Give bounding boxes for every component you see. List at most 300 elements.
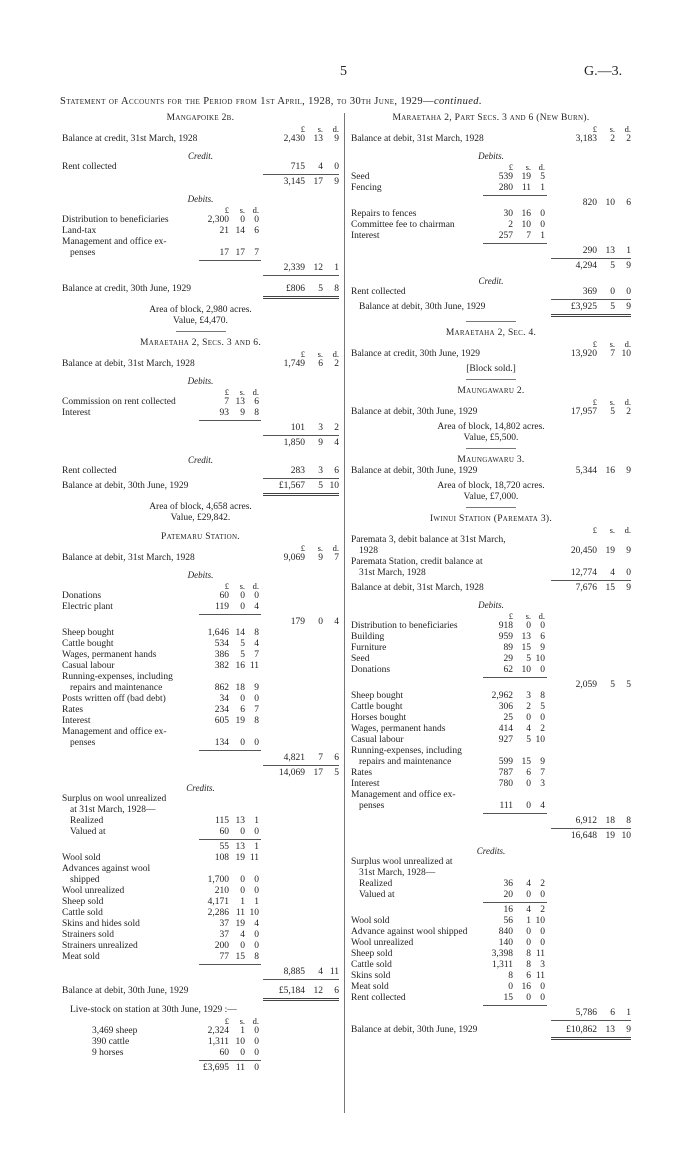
debit-item-shillings: 19 — [521, 172, 531, 182]
right-column — [351, 113, 631, 1040]
debit-item — [351, 724, 631, 735]
subtotal — [62, 438, 339, 449]
rent-collected-pence: 6 — [334, 466, 339, 476]
debit-item-shillings: 5 — [526, 735, 531, 745]
credit-item-label: Cattle sold — [62, 908, 103, 918]
currency-header: s. — [317, 124, 323, 134]
debit-item — [62, 639, 339, 650]
credits-heading: Credits. — [186, 783, 215, 793]
rent-collected-shillings: 0 — [610, 287, 615, 297]
closing-balance-pounds: £806 — [286, 284, 305, 294]
credit-item-pounds: 840 — [498, 927, 513, 937]
credit-item-shillings: 1 — [526, 916, 531, 926]
credit-item-label: Advance against wool shipped — [351, 927, 468, 937]
opening-balance-shillings: 15 — [605, 583, 615, 593]
section-maraetaha-2-sec-4 — [351, 328, 631, 375]
debit-item-pounds: 25 — [503, 713, 513, 723]
livestock-item-pounds: 60 — [219, 1048, 229, 1058]
surplus-item-pence: 0 — [254, 827, 259, 837]
debit-item-shillings: 14 — [235, 226, 245, 236]
debit-item-pence: 7 — [254, 705, 259, 715]
total-rule — [263, 478, 339, 479]
balance-shillings: 5 — [610, 407, 615, 417]
credit-item-label: Wool sold — [62, 853, 101, 863]
debits-total-pence: 6 — [334, 753, 339, 763]
currency-header: d. — [252, 387, 259, 397]
credit-item-shillings: 0 — [240, 941, 245, 951]
debit-item-pence: 4 — [254, 639, 259, 649]
livestock-item-pence: 0 — [254, 1048, 259, 1058]
debit-item-pounds: 30 — [503, 209, 513, 219]
subtotal-pounds: 4,294 — [575, 261, 597, 271]
closing-balance — [62, 986, 339, 997]
debit-item-label: repairs and maintenance — [359, 757, 452, 767]
debit-item-pounds: 2,300 — [207, 215, 229, 225]
lsd-header — [62, 1016, 339, 1026]
credit-item-shillings: 19 — [235, 919, 245, 929]
opening-balance-pence: 9 — [334, 134, 339, 144]
debit-item-label: Building — [351, 632, 385, 642]
debit-item-shillings: 5 — [526, 654, 531, 664]
credits-total-shillings: 6 — [610, 1008, 615, 1018]
total-rule — [551, 1020, 631, 1021]
balance-pounds: 5,344 — [575, 466, 597, 476]
credit-item-pounds: 56 — [503, 916, 513, 926]
total-rule — [483, 1005, 547, 1006]
debit-item-pounds: 2,962 — [491, 691, 513, 701]
currency-header: d. — [252, 581, 259, 591]
debit-item — [62, 672, 339, 683]
credit-item — [62, 897, 339, 908]
surplus-net — [62, 842, 339, 853]
lsd-header — [62, 124, 339, 134]
currency-header: d. — [538, 611, 545, 621]
debit-item-shillings: 19 — [235, 716, 245, 726]
surplus-label-label: 31st March, 1928— — [359, 868, 436, 878]
debits-total-pounds: 290 — [582, 246, 597, 256]
credits-heading: Credits. — [476, 846, 506, 856]
debit-item-pounds: 382 — [214, 661, 229, 671]
surplus-item-label: Realized — [359, 879, 393, 889]
rent-collected-pounds: 369 — [582, 287, 597, 297]
subtotal-pence: 5 — [334, 768, 339, 778]
debit-item-shillings: 15 — [521, 643, 531, 653]
currency-header: d. — [624, 525, 631, 535]
debit-item-shillings: 6 — [240, 705, 245, 715]
opening-balance — [62, 359, 339, 370]
debit-item-shillings: 3 — [526, 691, 531, 701]
section-patemaru-station — [62, 532, 339, 1074]
debit-item — [62, 628, 339, 639]
surplus-label-label: Surplus on wool unrealized — [62, 794, 167, 804]
paremata-debit-shillings: 19 — [605, 546, 615, 556]
subtotal-pence: 10 — [621, 831, 631, 841]
debit-item — [62, 683, 339, 694]
surplus-item-shillings: 4 — [526, 879, 531, 889]
total-rule — [483, 677, 547, 678]
rent-collected-pence: 0 — [626, 287, 631, 297]
credit-item — [351, 949, 631, 960]
currency-header: d. — [252, 1016, 259, 1026]
debit-item-pence: 8 — [540, 691, 545, 701]
surplus-item-label: Valued at — [70, 827, 106, 837]
debit-item-label: Distribution to beneficiaries — [351, 621, 458, 631]
section-title: Patemaru Station. — [161, 532, 240, 542]
debit-item-pounds: 29 — [503, 654, 513, 664]
debit-item-pounds: 17 — [219, 248, 229, 258]
credit-item-pence: 11 — [535, 971, 545, 981]
debit-item — [351, 713, 631, 724]
credit-item-shillings: 0 — [526, 927, 531, 937]
debit-item-label: Running-expenses, including — [351, 746, 462, 756]
paremata-credit-label: 31st March, 1928 — [359, 568, 426, 578]
currency-header: £ — [300, 124, 305, 134]
credit-item-shillings: 4 — [240, 930, 245, 940]
debit-item-pence: 0 — [254, 591, 259, 601]
debit-item — [351, 665, 631, 676]
total-rule — [263, 296, 339, 299]
debit-item-label: Rates — [351, 768, 373, 778]
subtotal-pounds: 14,069 — [278, 768, 305, 778]
closing-balance — [62, 481, 339, 492]
subtotal-shillings: 17 — [313, 768, 323, 778]
debit-item — [62, 602, 339, 613]
debits-total-pounds: 6,912 — [575, 816, 597, 826]
credit-item-shillings: 1 — [240, 897, 245, 907]
currency-header: s. — [317, 349, 323, 359]
debit-item — [351, 746, 631, 757]
debit-item-label: Interest — [351, 231, 380, 241]
total-rule — [551, 1037, 631, 1040]
credit-item-pounds: 210 — [214, 886, 229, 896]
debit-item-pence: 8 — [254, 716, 259, 726]
debit-item — [351, 735, 631, 746]
debit-item-label: Interest — [62, 408, 91, 418]
debits-subtotal-shillings: 10 — [605, 198, 615, 208]
credits-total-pence: 11 — [329, 967, 339, 977]
debits-total — [351, 816, 631, 827]
debit-item-shillings: 13 — [235, 397, 245, 407]
debit-item-pence: 3 — [540, 779, 545, 789]
livestock-total — [62, 1063, 339, 1074]
debit-item-pence: 8 — [254, 628, 259, 638]
opening-balance-shillings: 2 — [610, 134, 615, 144]
livestock-item-shillings: 1 — [240, 1026, 245, 1036]
closing-balance-label: Balance at credit, 30th June, 1929 — [62, 284, 192, 294]
credit-item-shillings: 11 — [235, 908, 245, 918]
debits-total-shillings: 18 — [605, 816, 615, 826]
opening-balance-pounds: 2,430 — [283, 134, 305, 144]
debit-item — [62, 408, 339, 419]
credit-item-label: Skins and hides sold — [62, 919, 140, 929]
rent-collected-pounds: 283 — [290, 466, 305, 476]
opening-balance-pence: 7 — [334, 553, 339, 563]
debit-item-label: Donations — [62, 591, 102, 601]
rent-collected-pence: 0 — [334, 162, 339, 172]
paremata-credit — [351, 568, 631, 579]
rule-row — [62, 492, 339, 496]
credit-item — [62, 864, 339, 875]
balance-pounds: 13,920 — [570, 349, 597, 359]
debit-item-pence: 0 — [254, 738, 259, 748]
credit-item-pence: 10 — [535, 916, 545, 926]
closing-balance-shillings: 12 — [313, 986, 323, 996]
credit-item — [351, 916, 631, 927]
value-note: Value, £29,842. — [170, 513, 231, 523]
opening-balance-label: Balance at debit, 31st March, 1928 — [351, 134, 484, 144]
value-note: Value, £7,000. — [463, 492, 519, 502]
section-title: Iwinui Station (Paremata 3). — [429, 514, 553, 524]
paremata-credit-shillings: 4 — [610, 568, 615, 578]
section-maungawaru-2 — [351, 386, 631, 444]
currency-header: d. — [624, 124, 631, 134]
debit-item-pounds: 1,646 — [207, 628, 229, 638]
debit-item-shillings: 0 — [240, 591, 245, 601]
currency-header: s. — [239, 205, 245, 215]
debit-item-pounds: 134 — [214, 738, 229, 748]
surplus-item-pence: 1 — [254, 816, 259, 826]
debit-item-label: Cattle bought — [62, 639, 114, 649]
debit-item — [62, 650, 339, 661]
debit-item-pounds: 257 — [498, 231, 513, 241]
debit-item — [62, 716, 339, 727]
total-rule — [199, 1060, 261, 1061]
debit-item-pounds: 414 — [498, 724, 513, 734]
livestock-item-label: 3,469 sheep — [92, 1026, 138, 1036]
credit-item-shillings: 8 — [526, 960, 531, 970]
debit-item-pence: 4 — [540, 801, 545, 811]
debit-item-pence: 2 — [540, 724, 545, 734]
debit-item-pence: 10 — [535, 735, 545, 745]
debits-subtotal-pence: 6 — [626, 198, 631, 208]
debit-item-pounds: 599 — [498, 757, 513, 767]
area-note: Area of block, 18,720 acres. — [437, 481, 545, 491]
credit-item — [351, 960, 631, 971]
debit-item-shillings: 14 — [235, 628, 245, 638]
lsd-header — [62, 581, 339, 591]
debit-item-pence: 6 — [254, 226, 259, 236]
debit-item — [62, 226, 339, 237]
opening-balance — [351, 583, 631, 594]
lsd-header — [351, 124, 631, 134]
currency-header: s. — [317, 543, 323, 553]
subtotal-shillings: 9 — [318, 438, 323, 448]
currency-header: s. — [239, 581, 245, 591]
opening-balance-pounds: 7,676 — [575, 583, 597, 593]
document-reference: G.—3. — [584, 64, 623, 79]
debit-item-shillings: 0 — [240, 694, 245, 704]
section-maraetaha-new-burn — [351, 113, 631, 317]
section-title: Maraetaha 2, Secs. 3 and 6. — [139, 338, 262, 348]
total-rule — [263, 174, 339, 175]
column-divider — [344, 113, 345, 1113]
livestock-item — [62, 1026, 339, 1037]
debit-item-pence: 7 — [540, 768, 545, 778]
debit-item-shillings: 15 — [521, 757, 531, 767]
credit-item-label: Advances against wool — [62, 864, 151, 874]
debit-item-pence: 6 — [540, 632, 545, 642]
rule-row — [351, 1036, 631, 1040]
credit-item — [62, 886, 339, 897]
credit-item-pence: 1 — [254, 897, 259, 907]
balance-label: Balance at credit, 30th June, 1929 — [351, 349, 481, 359]
debit-item — [62, 237, 339, 248]
paremata-debit-pounds: 20,450 — [570, 546, 597, 556]
debit-item-shillings: 6 — [526, 768, 531, 778]
credit-item-shillings: 6 — [526, 971, 531, 981]
debit-item-pounds: 34 — [219, 694, 229, 704]
closing-balance-pounds: £10,862 — [566, 1025, 597, 1035]
surplus-item — [351, 879, 631, 890]
livestock-item-pounds: 2,324 — [207, 1026, 229, 1036]
debit-item-label: Land-tax — [62, 226, 97, 236]
currency-header: £ — [592, 124, 597, 134]
total-rule — [551, 258, 631, 259]
credit-item-pence: 11 — [535, 949, 545, 959]
area-note: Area of block, 2,980 acres. — [149, 305, 252, 315]
surplus-item — [351, 890, 631, 901]
statement-title-text: Statement of Accounts for the Period from 1st April, 1928, to 30th June, 1929— — [60, 96, 434, 107]
surplus-item-shillings: 0 — [526, 890, 531, 900]
currency-header: d. — [332, 349, 339, 359]
balance — [351, 466, 631, 477]
total-rule — [199, 260, 261, 261]
lsd-header — [351, 525, 631, 535]
debit-item-label: Horses bought — [351, 713, 407, 723]
opening-balance-label: Balance at debit, 31st March, 1928 — [351, 583, 484, 593]
debit-item-pounds: 21 — [219, 226, 229, 236]
opening-balance-shillings: 9 — [318, 553, 323, 563]
credit-item-shillings: 15 — [235, 952, 245, 962]
debit-item-pounds: 93 — [219, 408, 229, 418]
opening-balance-label: Balance at debit, 31st March, 1928 — [62, 553, 195, 563]
total-rule — [263, 435, 339, 436]
debit-item-pounds: 386 — [214, 650, 229, 660]
currency-header: £ — [224, 1016, 229, 1026]
left-column — [62, 113, 339, 1074]
credit-item — [62, 952, 339, 963]
total-rule — [551, 828, 631, 829]
debit-item — [351, 790, 631, 801]
debit-item-label: Management and office ex- — [62, 727, 167, 737]
credits-total-pounds: 5,786 — [575, 1008, 597, 1018]
closing-balance-pence: 8 — [334, 284, 339, 294]
debit-item-label: Seed — [351, 172, 370, 182]
credits-total-pence: 1 — [626, 1008, 631, 1018]
debit-item — [62, 727, 339, 738]
paremata-debit-label — [351, 535, 631, 546]
opening-balance-pence: 9 — [626, 583, 631, 593]
currency-header: £ — [508, 162, 513, 172]
lsd-header — [62, 349, 339, 359]
section-mangapoike — [62, 113, 339, 327]
surplus-item-label: Realized — [70, 816, 104, 826]
livestock-total-pence: 0 — [254, 1063, 259, 1073]
subtotal-pounds: 1,850 — [283, 438, 305, 448]
credits-total-pounds: 8,885 — [283, 967, 305, 977]
livestock-item-shillings: 10 — [235, 1037, 245, 1047]
debit-item — [351, 779, 631, 790]
surplus-label — [62, 794, 339, 805]
debit-item-shillings: 0 — [240, 602, 245, 612]
debit-item-label: Fencing — [351, 183, 382, 193]
credit-item-label: Skins sold — [351, 971, 391, 981]
debit-item-pounds: 306 — [498, 702, 513, 712]
debits-total-shillings: 7 — [318, 753, 323, 763]
debit-item-shillings: 0 — [240, 738, 245, 748]
credit-item — [351, 993, 631, 1004]
value-note: Value, £4,470. — [173, 316, 228, 326]
debit-item-shillings: 17 — [235, 248, 245, 258]
rent-collected — [351, 287, 631, 298]
credit-item-label: Meat sold — [62, 952, 100, 962]
debit-item-label: Wages, permanent hands — [351, 724, 446, 734]
debit-item-label: Repairs to fences — [351, 209, 417, 219]
total-rule — [483, 813, 547, 814]
credit-item-pence: 0 — [540, 993, 545, 1003]
credit-item-label: Rent collected — [351, 993, 406, 1003]
surplus-item-pounds: 115 — [215, 816, 229, 826]
credit-item-label: Strainers sold — [62, 930, 114, 940]
debit-item-pence: 1 — [540, 231, 545, 241]
debit-item — [62, 661, 339, 672]
debit-item-pence: 0 — [540, 713, 545, 723]
closing-balance-label: Balance at debit, 30th June, 1929 — [359, 302, 486, 312]
debit-item-pounds: 787 — [498, 768, 513, 778]
balance-pence: 2 — [626, 407, 631, 417]
debit-item-pounds: 605 — [214, 716, 229, 726]
debit-item-pounds: 2 — [508, 220, 513, 230]
surplus-net-pounds: 55 — [219, 842, 229, 852]
closing-balance-pence: 9 — [626, 1025, 631, 1035]
livestock-item — [62, 1037, 339, 1048]
debit-item-label: repairs and maintenance — [70, 683, 163, 693]
debit-item — [351, 231, 631, 242]
opening-balance-label: Balance at credit, 31st March, 1928 — [62, 134, 198, 144]
debit-item-pounds: 862 — [214, 683, 229, 693]
credit-item-label: Meat sold — [351, 982, 389, 992]
total-rule — [483, 902, 547, 903]
debit-item-shillings: 0 — [526, 713, 531, 723]
rent-collected — [62, 162, 339, 173]
debits-subtotal-shillings: 0 — [318, 617, 323, 627]
currency-header: £ — [300, 543, 305, 553]
debit-item-pounds: 89 — [503, 643, 513, 653]
credit-heading: Credit. — [188, 455, 213, 465]
livestock-item-pence: 0 — [254, 1026, 259, 1036]
debit-item — [62, 248, 339, 259]
credit-item-label: Sheep sold — [351, 949, 393, 959]
livestock-item-label: 9 horses — [92, 1048, 124, 1058]
debit-item-pence: 1 — [540, 183, 545, 193]
debit-item-label: penses — [359, 801, 385, 811]
debits-heading: Debits. — [187, 376, 214, 386]
closing-balance-pence: 9 — [626, 302, 631, 312]
currency-header: £ — [224, 581, 229, 591]
debit-item — [351, 643, 631, 654]
debit-item — [351, 757, 631, 768]
credit-item-pounds: 108 — [214, 853, 229, 863]
currency-header: £ — [592, 525, 597, 535]
surplus-item-shillings: 0 — [240, 827, 245, 837]
credit-item-label: Wool unrealized — [351, 938, 414, 948]
closing-balance-label: Balance at debit, 30th June, 1929 — [62, 986, 189, 996]
debits-subtotal-pence: 5 — [626, 680, 631, 690]
debits-heading: Debits. — [478, 151, 504, 161]
total-rule — [483, 243, 547, 244]
debit-item — [62, 591, 339, 602]
closing-balance-pounds: £5,184 — [278, 986, 305, 996]
